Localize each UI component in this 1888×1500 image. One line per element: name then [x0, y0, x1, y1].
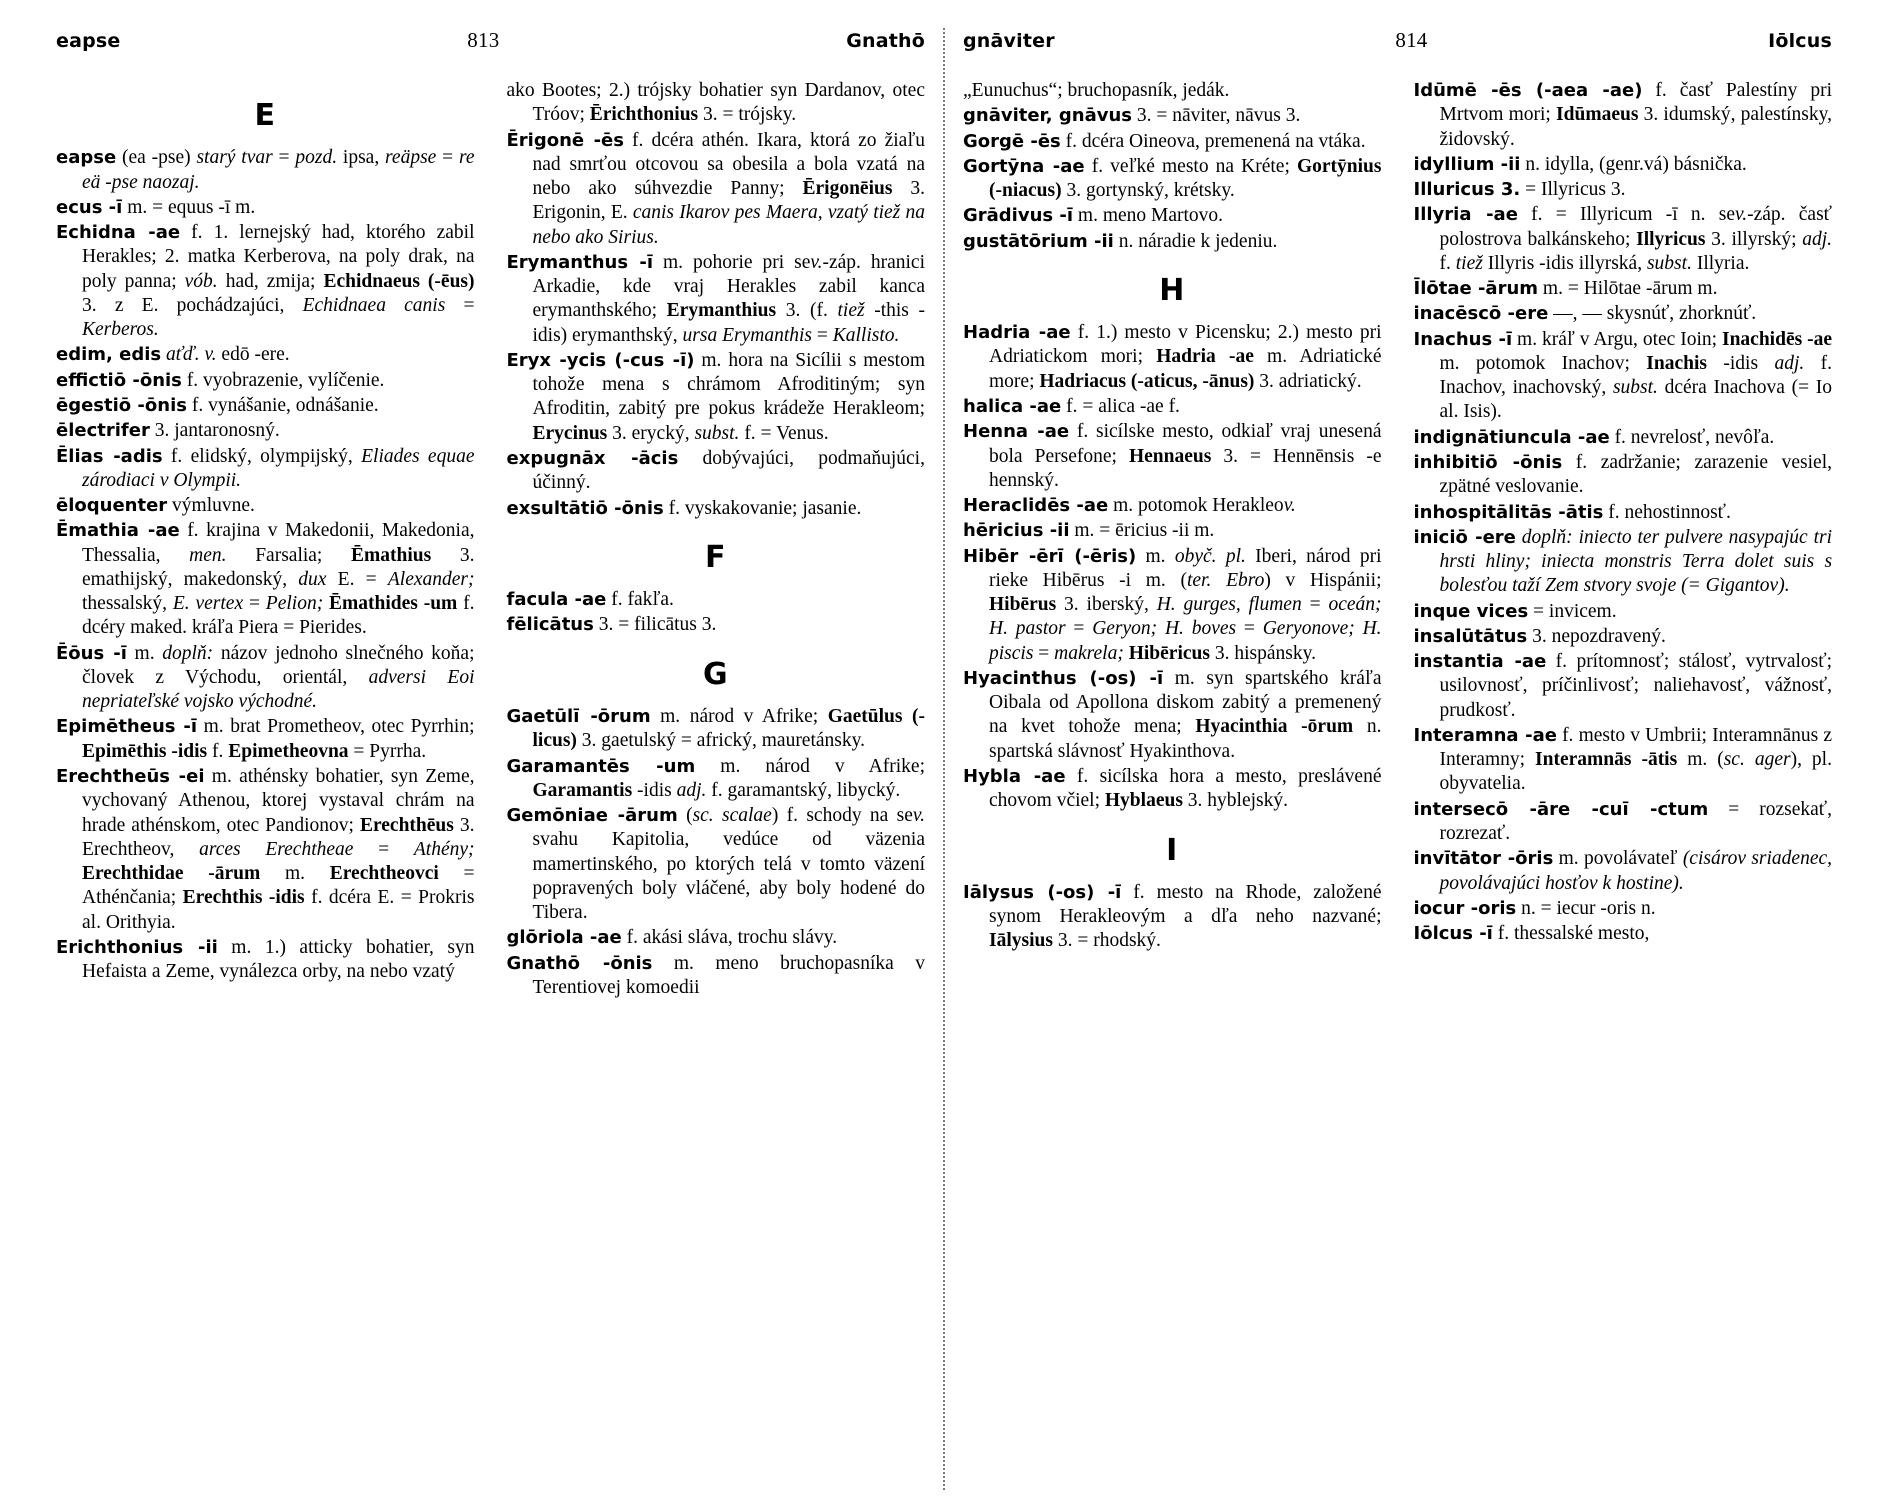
- entry-headword: Interamna -ae: [1413, 724, 1557, 746]
- dictionary-entry: [56, 369, 475, 393]
- dictionary-entry: [56, 343, 475, 367]
- dictionary-entry: [963, 104, 1382, 128]
- entry-definition: f. veľké mesto na Kréte; Gortȳnius (-niacus) 3. gortynský, krétsky.: [989, 155, 1382, 202]
- dictionary-entry: [963, 545, 1382, 666]
- entry-definition: „Eunuchus“; bruchopasník, jedák.: [963, 80, 1230, 101]
- entry-headword: gnāviter, gnāvus: [963, 105, 1133, 127]
- entry-definition: f. nehostinnosť.: [1603, 501, 1731, 523]
- entry-headword: Heraclidēs -ae: [963, 495, 1109, 517]
- dictionary-entry: [1414, 277, 1833, 301]
- dictionary-entry: [963, 420, 1382, 493]
- entry-headword: Ērigonē -ēs: [506, 129, 624, 151]
- running-head-right-word: Iōlcus: [1768, 30, 1832, 52]
- entry-definition: f. sicílske mesto, odkiaľ vraj unesená bola Persefone; Hennaeus 3. = Hennēnsis -e hennský.: [989, 421, 1382, 491]
- entry-headword: Hyacinthus (-os) -ī: [963, 667, 1164, 689]
- entry-definition: f. sicílska hora a mesto, preslávené chovom včiel; Hyblaeus 3. hyblejský.: [989, 765, 1382, 812]
- dictionary-entry: [963, 230, 1382, 254]
- dictionary-entry: [507, 613, 926, 637]
- entry-headword: Īlōtae -ārum: [1413, 278, 1539, 300]
- dictionary-entry: [507, 447, 926, 496]
- letter-section-heading: I: [1166, 832, 1179, 868]
- entry-definition: m. meno Martovo.: [1073, 205, 1224, 227]
- entry-headword: Henna -ae: [963, 421, 1070, 443]
- dictionary-entry: [1414, 178, 1833, 202]
- entry-definition: f. časť Palestíny pri Mrtvom mori; Idūmaeus 3. idumský, palestínsky, židovský.: [1439, 80, 1832, 150]
- dictionary-entry: [56, 642, 475, 715]
- entry-definition: m. brat Prometheov, otec Pyrrhin; Epimēthis -idis f. Epimetheovna = Pyrrha.: [82, 716, 475, 762]
- entry-headword: ecus -ī: [56, 196, 123, 218]
- dictionary-entry: [507, 952, 926, 1001]
- column-4: [1398, 79, 1833, 1490]
- entry-headword: hēricius -ii: [963, 520, 1070, 542]
- entry-definition: f. prítomnosť; stálosť, vytrvalosť; usilovnosť, príčinlivosť; naliehavosť, vážnosť, prudkosť.: [1439, 651, 1832, 721]
- entry-definition: f. mesto v Umbrii; Interamnānus z Interamny; Interamnās -ātis m. (sc. ager), pl. obyvatelia.: [1439, 724, 1832, 795]
- left-running-head: [56, 28, 925, 53]
- entry-definition: (ea -pse) starý tvar = pozd. ipsa, reäpse = re eä -pse naozaj.: [82, 147, 475, 193]
- dictionary-entry: [56, 419, 475, 443]
- dictionary-entry: [1414, 625, 1833, 649]
- entry-headword: Gortȳna -ae: [963, 155, 1085, 177]
- entry-definition: 3. = filicātus 3.: [593, 614, 717, 636]
- dictionary-entry: [507, 251, 926, 348]
- entry-headword: Epimētheus -ī: [56, 716, 198, 738]
- entry-headword: invītātor -ōris: [1413, 848, 1554, 870]
- entry-headword: Gorgē -ēs: [963, 130, 1061, 152]
- entry-definition: 3. = nāviter, nāvus 3.: [1132, 105, 1301, 127]
- left-page-columns: [56, 79, 925, 1490]
- entry-definition: ako Bootes; 2.) trójsky bohatier syn Dardanov, otec Tróov; Ērichthonius 3. = trójsky.: [506, 80, 925, 126]
- dictionary-entry: [963, 881, 1382, 954]
- letter-section-heading: E: [254, 98, 276, 133]
- dictionary-entry: [963, 130, 1382, 154]
- dictionary-entry: [1414, 798, 1833, 847]
- entry-definition: f. = alica -ae f.: [1061, 396, 1180, 417]
- running-head-left-word: eapse: [56, 30, 121, 52]
- entry-headword: idyllium -ii: [1413, 153, 1521, 175]
- entry-headword: Idūmē -ēs (-aea -ae): [1413, 80, 1643, 101]
- dictionary-entry: [1414, 302, 1833, 326]
- dictionary-entry: [963, 667, 1382, 764]
- dictionary-entry: [507, 497, 926, 521]
- entry-definition: f. dcéra athén. Ikara, ktorá zo žiaľu nad smrťou otcovou sa obesila a bola vzatá na nebo ako súhvezdie Panny; Ērigonēius 3. Erigonin, E. canis Ikarov pes Maera, vzatý tiež na nebo ako Sirius.: [532, 129, 926, 248]
- entry-definition: —, — skysnúť, zhorknúť.: [1548, 303, 1757, 325]
- dictionary-entry: [507, 926, 926, 950]
- entry-definition: = invicem.: [1528, 600, 1617, 622]
- spread: [56, 28, 1832, 1490]
- running-head-left-word: gnāviter: [963, 30, 1055, 52]
- dictionary-entry: [56, 146, 475, 195]
- entry-headword: Illuricus 3.: [1413, 179, 1521, 201]
- dictionary-entry: [1414, 426, 1833, 450]
- dictionary-entry: [1414, 526, 1833, 599]
- dictionary-entry: [56, 445, 475, 494]
- entry-definition: f. fakľa.: [606, 589, 674, 611]
- entry-headword: Gemōniae -ārum: [506, 805, 678, 827]
- entry-definition: = Illyricus 3.: [1520, 179, 1626, 201]
- dictionary-entry: [1414, 203, 1833, 276]
- dictionary-entry: [1414, 724, 1833, 797]
- entry-definition: f. 1.) mesto v Picensku; 2.) mesto pri Adriatickom mori; Hadria -ae m. Adriatické more; Hadriacus (-aticus, -ānus) 3. adriatický.: [989, 322, 1382, 392]
- entry-definition: f. zadržanie; zarazenie vesiel, zpätné veslovanie.: [1439, 451, 1832, 498]
- entry-headword: eapse: [56, 147, 117, 169]
- entry-definition: f. akási sláva, trochu slávy.: [621, 927, 838, 949]
- letter-section-heading: H: [1159, 272, 1186, 308]
- dictionary-entry: [507, 804, 926, 925]
- entry-definition: m. doplň: názov jednoho slnečného koňa; človek z Východu, orientál, adversi Eoi nepriateľské vojsko východné.: [82, 642, 475, 713]
- entry-headword: Inachus -ī: [1413, 328, 1513, 350]
- dictionary-entry: [56, 936, 475, 985]
- dictionary-entry: [1414, 451, 1833, 500]
- dictionary-entry: [507, 349, 926, 446]
- dictionary-entry: [963, 155, 1382, 204]
- entry-headword: halica -ae: [963, 396, 1062, 417]
- entry-headword: Illyria -ae: [1413, 204, 1518, 226]
- dictionary-entry: [1414, 650, 1833, 723]
- left-page: [56, 28, 943, 1490]
- entry-definition: f. dcéra Oineova, premenená na vtáka.: [1060, 130, 1366, 152]
- entry-headword: ēgestiō -ōnis: [56, 395, 187, 416]
- entry-definition: m. národ v Afrike; Garamantis -idis adj. f. garamantský, libycký.: [532, 755, 925, 801]
- entry-definition: m. athénsky bohatier, syn Zeme, vychovaný Athenou, ktorej vystaval chrám na hrade athénskom, otec Pandionov; Erechthēus 3. Erechtheov, arces Erechtheae = Athény; Erechthidae -ārum m. Erechtheovci = Athénčania; Erechthis -idis f. dcéra E. = Prokris al. Orithyia.: [82, 765, 475, 933]
- entry-headword: expugnāx -ācis: [506, 447, 679, 469]
- entry-definition: m. pohorie pri sev.-záp. hranici Arkadie, kde vraj Herakles zabil kanca erymanthského; Erymanthius 3. (f. tiež -this -idis) erymanthský, ursa Erymanthis = Kallisto.: [532, 251, 926, 346]
- dictionary-entry: [56, 765, 475, 935]
- entry-headword: Erichthonius -ii: [56, 936, 218, 958]
- dictionary-entry: [963, 519, 1382, 543]
- dictionary-entry: [1414, 328, 1833, 425]
- entry-headword: exsultātiō -ōnis: [506, 497, 664, 519]
- dictionary-entry: [56, 494, 475, 518]
- dictionary-entry: [963, 494, 1382, 518]
- entry-headword: Ēōus -ī: [56, 642, 127, 664]
- entry-headword: Eryx -ycis (-cus -ī): [506, 349, 695, 371]
- letter-section-heading: F: [705, 539, 727, 575]
- entry-definition: dobývajúci, podmaňujúci, účinný.: [532, 447, 925, 494]
- entry-definition: m. národ v Afrike; Gaetūlus (-licus) 3. gaetulský = africký, mauretánsky.: [532, 706, 925, 752]
- entry-continuation: [507, 79, 926, 128]
- dictionary-entry: [1414, 897, 1833, 921]
- entry-definition: n. náradie k jedeniu.: [1113, 230, 1278, 252]
- entry-definition: m. syn spartského kráľa Oibala od Apollona diskom zabitý a premenený na kvet tohože mena; Hyacinthia -ōrum n. spartská slávnosť Hyakinthova.: [989, 667, 1382, 762]
- entry-definition: m. meno bruchopasníka v Terentiovej komoedii: [532, 952, 925, 998]
- entry-headword: Erechtheūs -ei: [56, 765, 205, 787]
- folio-number: 814: [1395, 28, 1428, 52]
- dictionary-entry: [56, 196, 475, 220]
- entry-definition: aťď. v. edō -ere.: [165, 344, 290, 366]
- dictionary-entry: [1414, 600, 1833, 624]
- right-page-columns: [963, 79, 1832, 1490]
- entry-headword: Iōlcus -ī: [1413, 923, 1493, 945]
- entry-definition: m. obyč. pl. Iberi, národ pri rieke Hibērus -i m. (ter. Ebro) v Hispánii; Hibērus 3. iberský, H. gurges, flumen = oceán; H. pastor = Geryon; H. boves = Geryonove; H. piscis = makrela; Hibēricus 3. hispánsky.: [989, 545, 1382, 664]
- running-head-right-word: Gnathō: [846, 30, 925, 52]
- column-2: [491, 79, 926, 1490]
- letter-section-heading: G: [702, 656, 729, 692]
- entry-headword: ēlectrifer: [56, 420, 150, 442]
- entry-definition: m. = ēricius -ii m.: [1069, 520, 1215, 542]
- entry-definition: doplň: iniecto ter pulvere nasypajúc tri hrsti hliny; iniecta monstris Terra dolet suis s bolesťou taží Zem stvory svoje (= Gigantov).: [1439, 526, 1833, 597]
- entry-headword: Garamantēs -um: [506, 755, 696, 777]
- entry-headword: instantia -ae: [1413, 651, 1547, 673]
- entry-definition: f. vyobrazenie, vylíčenie.: [181, 369, 385, 391]
- entry-definition: f. 1. lernejský had, ktorého zabil Herakles; 2. matka Kerberova, na poly drak, na poly panna; vób. had, zmija; Echidnaeus (-ēus) 3. z E. pochádzajúci, Echidnaea canis = Kerberos.: [82, 222, 475, 341]
- dictionary-entry: [963, 321, 1382, 394]
- entry-definition: f. mesto na Rhode, založené synom Herakleovým a dľa neho nazvané; Iālysius 3. = rhodský.: [989, 881, 1382, 952]
- entry-headword: inque vices: [1413, 600, 1529, 622]
- entry-headword: ēloquenter: [56, 495, 168, 517]
- entry-headword: indignātiuncula -ae: [1413, 426, 1610, 448]
- entry-headword: iniciō -ere: [1413, 526, 1516, 548]
- dictionary-entry: [1414, 847, 1833, 896]
- entry-headword: inhibitiō -ōnis: [1413, 451, 1563, 473]
- entry-headword: Ēmathia -ae: [56, 520, 180, 542]
- dictionary-entry: [1414, 153, 1833, 177]
- entry-definition: m. = equus -ī m.: [122, 196, 256, 218]
- entry-headword: inhospitālitās -ātis: [1413, 501, 1604, 523]
- right-running-head: [963, 28, 1832, 53]
- entry-definition: m. = Hilōtae -ārum m.: [1538, 278, 1718, 300]
- dictionary-entry: [963, 204, 1382, 228]
- folio-number: 813: [467, 28, 500, 52]
- entry-definition: m. 1.) atticky bohatier, syn Hefaista a Zeme, vynálezca orby, na nebo vzatý: [82, 936, 475, 983]
- dictionary-entry: [963, 765, 1382, 814]
- entry-headword: gustātōrium -ii: [963, 230, 1114, 252]
- dictionary-entry: [56, 221, 475, 342]
- dictionary-entry: [1414, 922, 1833, 946]
- dictionary-entry: [56, 519, 475, 640]
- entry-headword: Gaetūlī -ōrum: [506, 706, 651, 727]
- entry-definition: m. hora na Sicílii s mestom tohože mena s chrámom Afroditiným; syn Afroditin, zabitý pre pokus krádeže Herakleom; Erycinus 3. erycký, subst. f. = Venus.: [532, 349, 925, 444]
- dictionary-entry: [963, 395, 1382, 419]
- entry-headword: intersecō -āre -cuī -ctum: [1413, 798, 1709, 820]
- entry-definition: = rozsekať, rozrezať.: [1439, 798, 1832, 844]
- entry-definition: f. vynášanie, odnášanie.: [186, 395, 379, 416]
- entry-headword: inacēscō -ere: [1413, 303, 1549, 325]
- entry-headword: Iālysus (-os) -ī: [963, 881, 1122, 903]
- dictionary-entry: [507, 755, 926, 804]
- entry-definition: f. elidský, olympijský, Eliades equae zárodiaci v Olympii.: [82, 445, 475, 491]
- dictionary-entry: [1414, 501, 1833, 525]
- entry-headword: Grādivus -ī: [963, 205, 1074, 227]
- entry-definition: m. povolávateľ (cisárov sriadenec, povolávajúci hosťov k hostine).: [1439, 848, 1832, 894]
- entry-headword: insalūtātus: [1413, 625, 1528, 647]
- entry-definition: 3. nepozdravený.: [1527, 625, 1666, 647]
- entry-headword: glōriola -ae: [506, 927, 622, 949]
- right-page: [945, 28, 1832, 1490]
- entry-headword: iocur -oris: [1413, 897, 1517, 919]
- entry-definition: f. nevrelosť, nevôľa.: [1609, 426, 1775, 448]
- entry-headword: Gnathō -ōnis: [506, 952, 653, 974]
- entry-definition: f. thessalské mesto,: [1492, 923, 1650, 945]
- column-3: [963, 79, 1398, 1490]
- entry-definition: (sc. scalae) f. schody na sev. svahu Kapitolia, vedúce od väzenia mamertinského, po ktorých telá v tomto väzení popravených boly vláčené, aby boly hodené do Tibera.: [532, 805, 925, 924]
- entry-headword: Hibēr -ērī (-ēris): [963, 545, 1137, 567]
- dictionary-entry: [507, 705, 926, 754]
- entry-definition: f. = Illyricum -ī n. sev.-záp. časť polostrova balkánskeho; Illyricus 3. illyrský; adj. f. tiež Illyris -idis illyrská, subst. Illyria.: [1439, 204, 1832, 274]
- dictionary-entry: [507, 129, 926, 250]
- entry-headword: Hadria -ae: [963, 322, 1071, 344]
- entry-definition: n. idylla, (genr.vá) básnička.: [1520, 153, 1747, 175]
- entry-headword: Hybla -ae: [963, 765, 1066, 787]
- entry-headword: Erymanthus -ī: [506, 251, 654, 273]
- entry-definition: f. krajina v Makedonii, Makedonia, Thessalia, men. Farsalia; Ēmathius 3. emathijský, makedonský, dux E. = Alexander; thessalský, E. vertex = Pelion; Ēmathides -um f. dcéry maked. kráľa Piera = Pierides.: [82, 520, 475, 639]
- entry-definition: výmluvne.: [167, 495, 255, 517]
- entry-headword: effictiō -ōnis: [56, 369, 182, 391]
- dictionary-entry: [507, 588, 926, 612]
- dictionary-entry: [56, 394, 475, 418]
- entry-definition: f. vyskakovanie; jasanie.: [663, 497, 862, 519]
- entry-headword: Echidna -ae: [56, 222, 181, 244]
- dictionary-entry: [56, 715, 475, 764]
- entry-headword: edim, edis: [56, 344, 162, 366]
- entry-definition: n. = iecur -oris n.: [1516, 897, 1656, 919]
- entry-headword: Ēlias -adis: [56, 445, 163, 467]
- entry-headword: facula -ae: [506, 589, 607, 611]
- entry-definition: 3. jantaronosný.: [149, 420, 280, 442]
- dictionary-entry: [1414, 79, 1833, 152]
- column-1: [56, 79, 491, 1490]
- entry-headword: fēlicātus: [506, 614, 594, 636]
- entry-definition: m. kráľ v Argu, otec Ioin; Inachidēs -ae m. potomok Inachov; Inachis -idis adj. f. Inachov, inachovský, subst. dcéra Inachova (= Io al. Isis).: [1439, 328, 1833, 423]
- entry-continuation: [963, 79, 1382, 103]
- entry-definition: m. potomok Herakleov.: [1108, 495, 1296, 517]
